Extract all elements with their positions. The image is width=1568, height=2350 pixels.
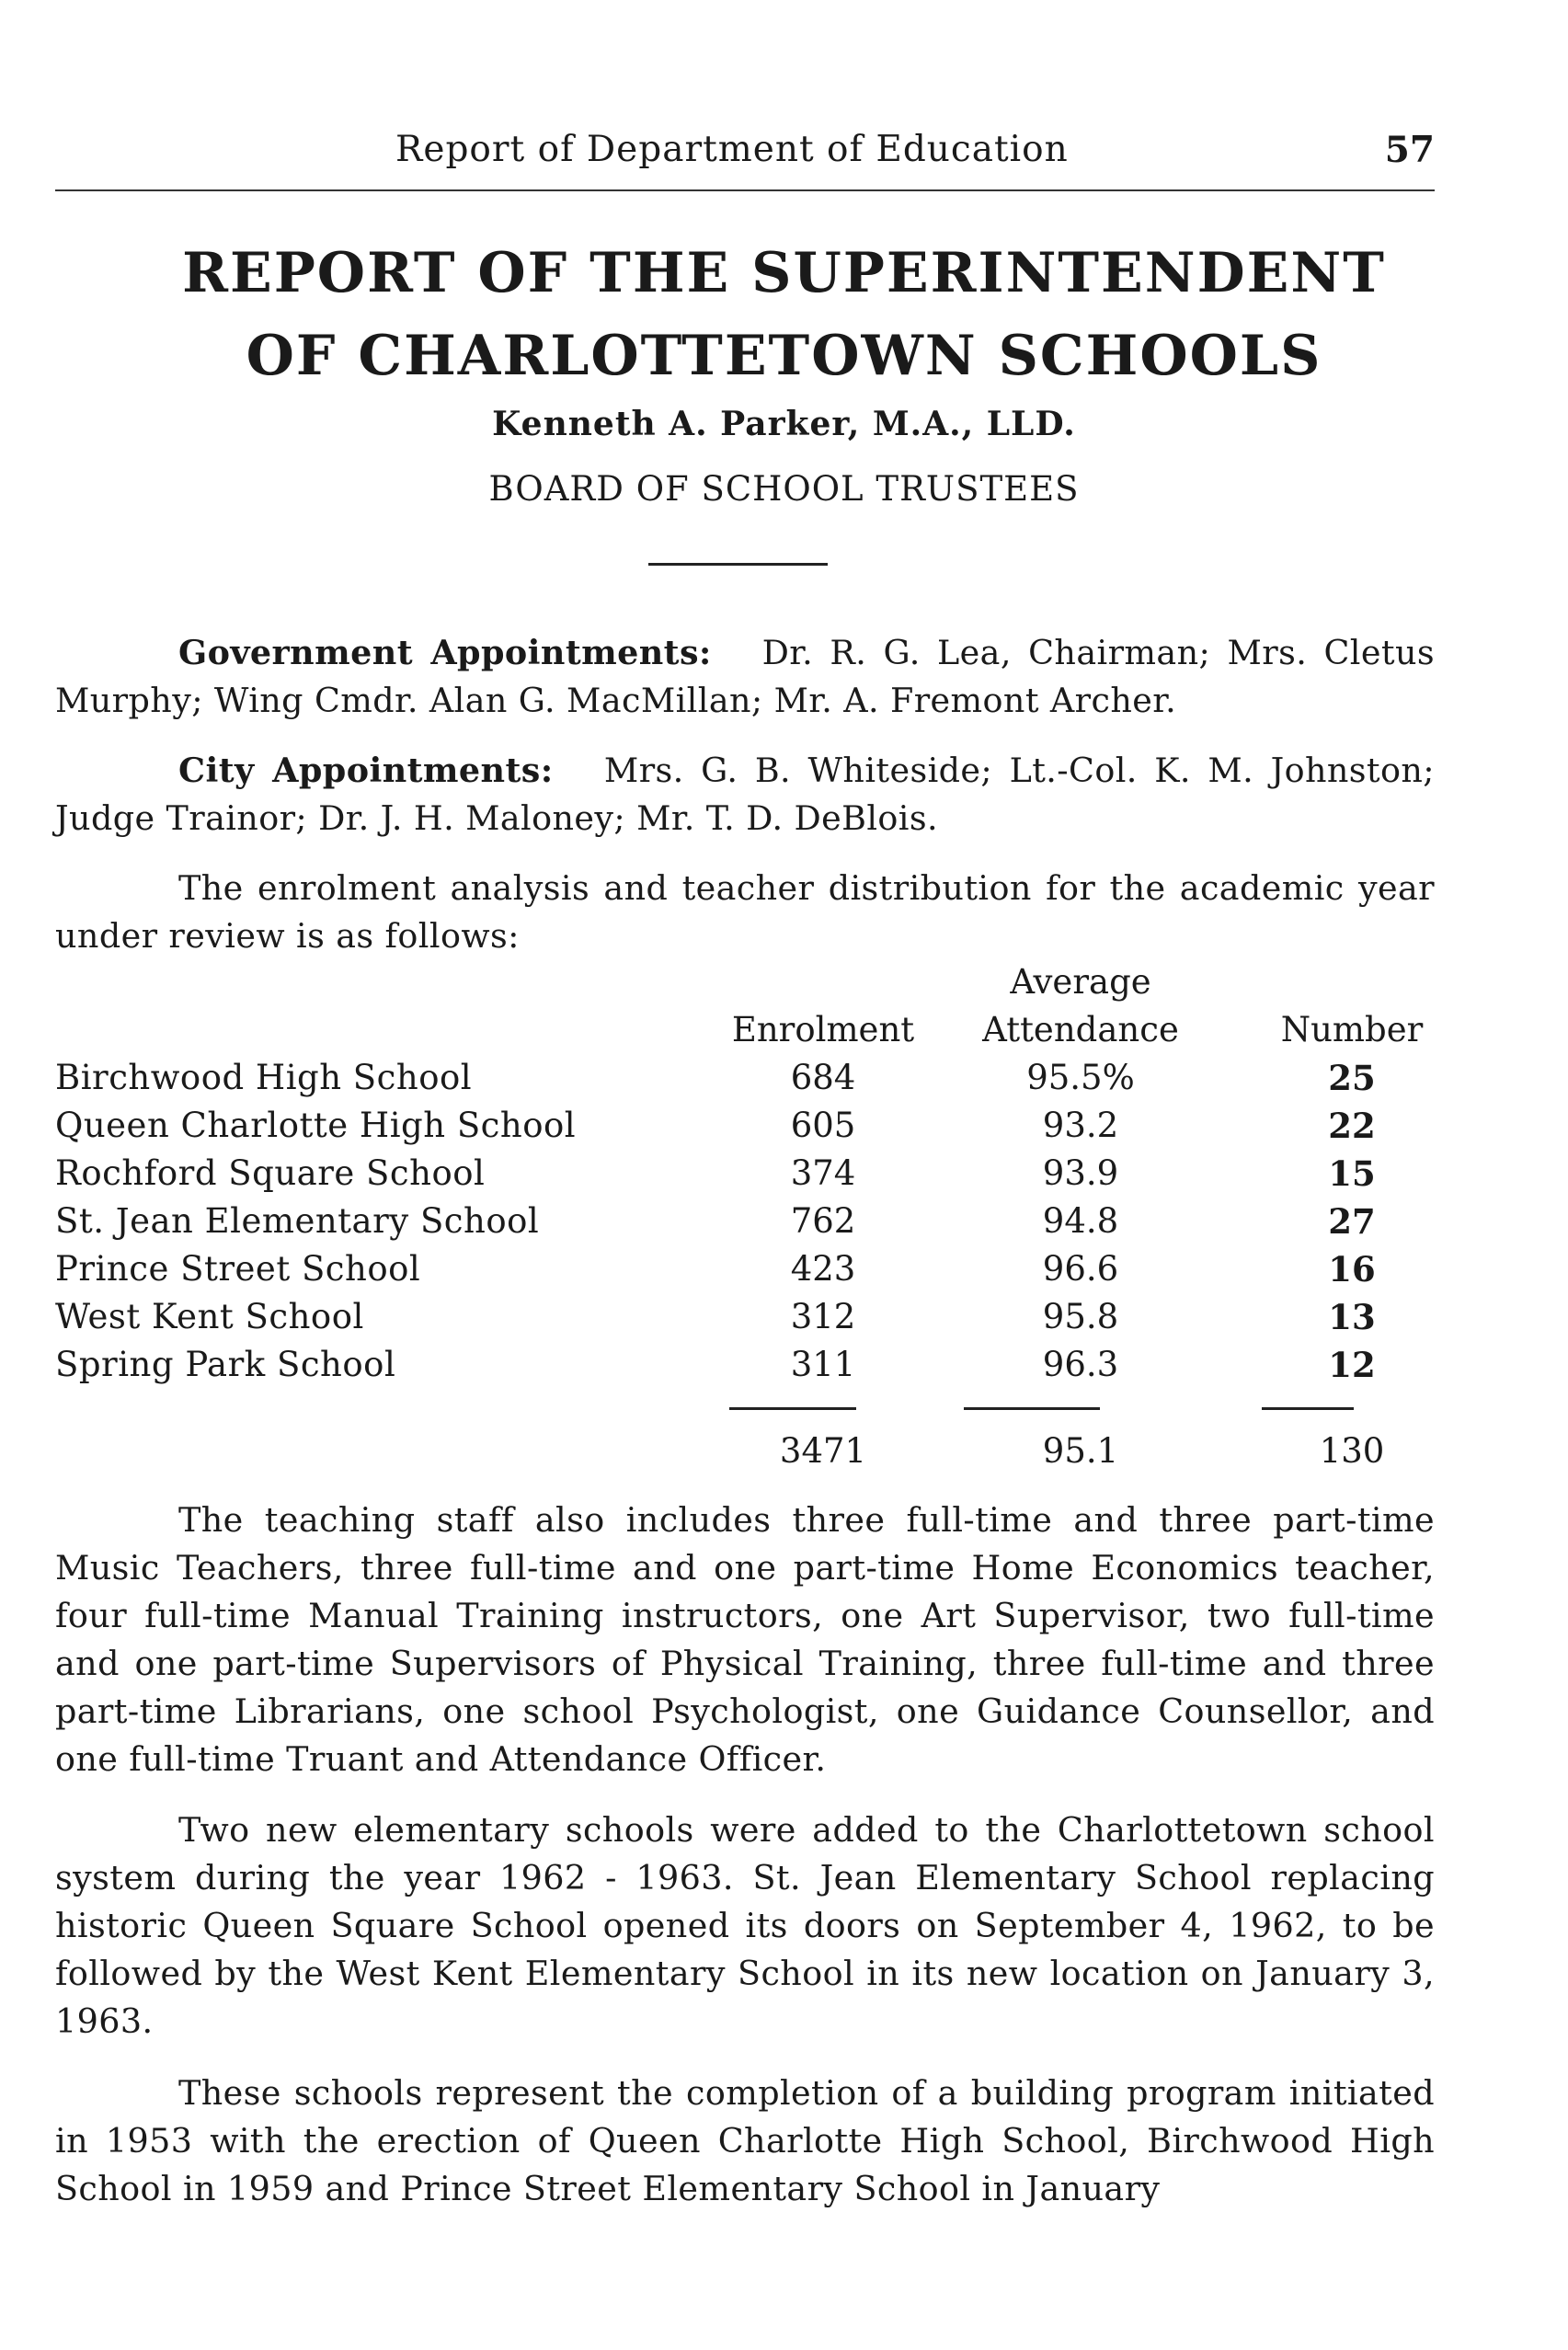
attendance-value: 95.5%	[1026, 1058, 1135, 1097]
author-name: Kenneth A. Parker, M.A., LLD.	[492, 405, 1076, 443]
attendance-value: 96.3	[1042, 1345, 1119, 1384]
total-enrolment: 3471	[779, 1431, 867, 1471]
total-attendance: 95.1	[1042, 1431, 1119, 1471]
teacher-number: 27	[1328, 1201, 1376, 1242]
school-name: Rochford Square School	[55, 1153, 486, 1193]
government-appointments	[55, 629, 1435, 725]
teacher-number: 16	[1328, 1249, 1376, 1290]
attendance-value: 93.2	[1042, 1106, 1119, 1145]
running-head	[55, 129, 1435, 175]
teacher-number: 12	[1328, 1345, 1376, 1385]
header-rule	[55, 189, 1435, 191]
city-label: City Appointments:	[178, 751, 554, 790]
enrolment-value: 684	[790, 1058, 856, 1097]
header-enrolment: Enrolment	[731, 1010, 915, 1049]
teacher-number: 25	[1328, 1058, 1376, 1098]
board-heading: BOARD OF SCHOOL TRUSTEES	[488, 469, 1080, 509]
table-row	[55, 1201, 1435, 1249]
teacher-number: 13	[1328, 1297, 1376, 1337]
total-number: 130	[1319, 1431, 1385, 1471]
enrolment-value: 312	[790, 1297, 856, 1336]
intro-paragraph: The enrolment analysis and teacher distribution for the academic year under review is as follows:	[55, 868, 1435, 956]
enrolment-value: 605	[790, 1106, 856, 1145]
table-row	[55, 1058, 1435, 1106]
enrolment-value: 423	[790, 1249, 856, 1289]
teacher-number: 15	[1328, 1153, 1376, 1194]
school-name: St. Jean Elementary School	[55, 1201, 540, 1241]
teacher-number: 22	[1328, 1106, 1376, 1146]
enrolment-value: 311	[790, 1345, 856, 1384]
table-row	[55, 1297, 1435, 1345]
header-number: Number	[1280, 1010, 1424, 1049]
school-name: Queen Charlotte High School	[55, 1106, 577, 1145]
running-head-title: Report of Department of Education	[395, 129, 1069, 170]
school-name: Spring Park School	[55, 1345, 396, 1384]
header-average: Average	[1010, 962, 1151, 1002]
government-members: Dr. R. G. Lea, Chairman; Mrs. Cletus Murphy; Wing Cmdr. Alan G. MacMillan; Mr. A. Fremont Archer.	[55, 633, 1435, 720]
header-attendance: Attendance	[982, 1010, 1179, 1049]
attendance-sum-rule	[964, 1407, 1100, 1410]
attendance-value: 94.8	[1042, 1201, 1119, 1241]
attendance-value: 95.8	[1042, 1297, 1119, 1336]
table-row	[55, 1345, 1435, 1393]
report-title-line2: OF CHARLOTTETOWN SCHOOLS	[246, 324, 1322, 388]
section-divider	[648, 563, 828, 566]
building-program-paragraph: These schools represent the completion of a building program initiated in 1953 with the erection of Queen Charlotte High School, Birchwood High School in 1959 and Prince Street Elementary School in January	[55, 2073, 1435, 2208]
table-row	[55, 1249, 1435, 1297]
new-schools-paragraph: Two new elementary schools were added to the Charlottetown school system during the year 1962 - 1963. St. Jean Elementary School replacing historic Queen Square School opened its doors on September 4, 1962, to be followed by the West Kent Elementary School in its new location on January 3, 1963.	[55, 1810, 1435, 2041]
staff-paragraph: The teaching staff also includes three full-time and three part-time Music Teachers, three full-time and one part-time Home Economics teacher, four full-time Manual Training instructors, one Art Supervisor, two full-time and one part-time Supervisors of Physical Training, three full-time and three part-time Librarians, one school Psychologist, one Guidance Counsellor, and one full-time Truant and Attendance Officer.	[55, 1500, 1435, 1779]
enrolment-value: 762	[790, 1201, 856, 1241]
number-sum-rule	[1262, 1407, 1354, 1410]
report-title-line1: REPORT OF THE SUPERINTENDENT	[182, 241, 1386, 305]
school-name: Birchwood High School	[55, 1058, 473, 1097]
page-number: 57	[1384, 129, 1435, 171]
school-name: West Kent School	[55, 1297, 364, 1336]
city-appointments	[55, 747, 1435, 843]
school-name: Prince Street School	[55, 1249, 421, 1289]
totals-row	[55, 1431, 1435, 1479]
enrolment-sum-rule	[729, 1407, 856, 1410]
city-members: Mrs. G. B. Whiteside; Lt.-Col. K. M. Johnston; Judge Trainor; Dr. J. H. Maloney; Mr. T. D. DeBlois.	[55, 751, 1435, 838]
attendance-value: 96.6	[1042, 1249, 1119, 1289]
government-label: Government Appointments:	[178, 633, 712, 672]
enrolment-value: 374	[790, 1153, 856, 1193]
table-row	[55, 1153, 1435, 1201]
attendance-value: 93.9	[1042, 1153, 1119, 1193]
table-row	[55, 1106, 1435, 1153]
